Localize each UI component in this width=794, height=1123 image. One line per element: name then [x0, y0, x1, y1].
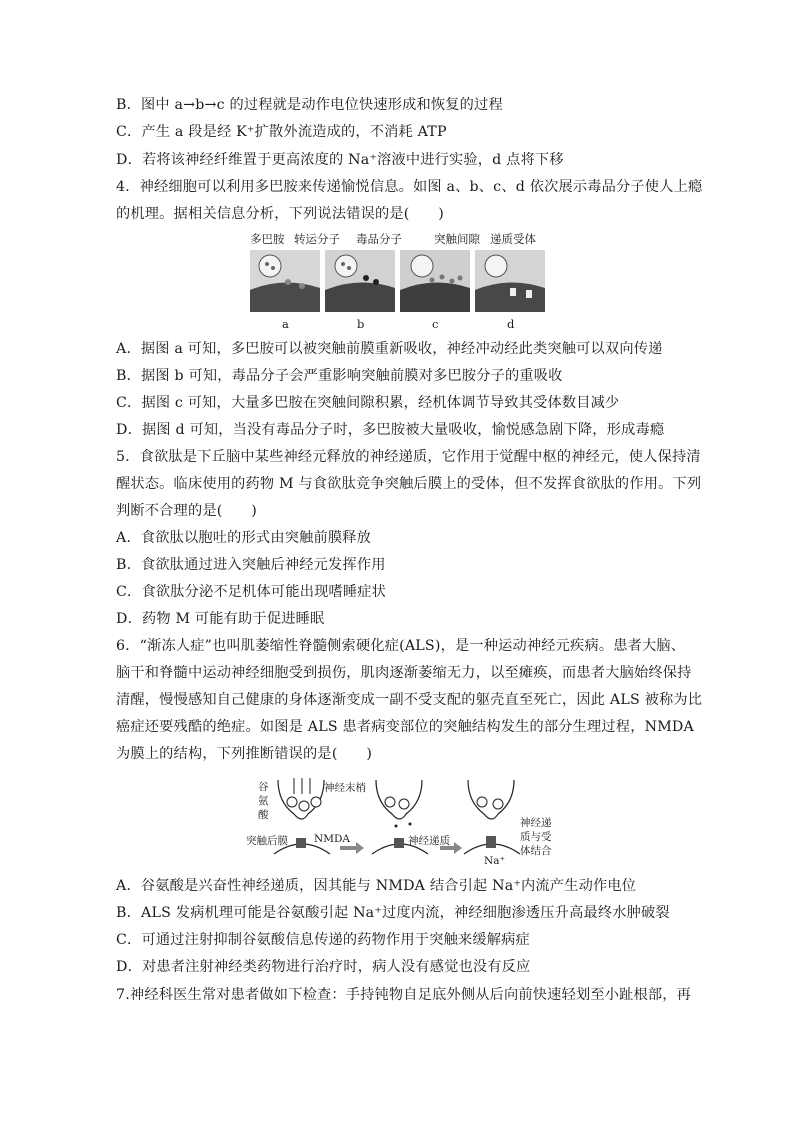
question-6-stem-cont2: 清醒，慢慢感知自己健康的身体逐渐变成一副不受支配的躯壳直至死亡，因此 ALS 被称为比: [116, 692, 703, 708]
label-binding-1: 神经递: [520, 817, 552, 829]
label-nerve-ending: 神经末梢: [324, 782, 366, 794]
question-6-stem-cont1: 脑干和脊髓中运动神经细胞受到损伤，肌肉逐渐萎缩无力，以至瘫痪，而患者大脑始终保持: [116, 665, 692, 681]
option-5d: D．药物 M 可能有助于促进睡眠: [116, 611, 325, 627]
label-na: Na⁺: [484, 855, 505, 866]
question-5-stem-cont2: 判断不合理的是( ): [116, 503, 257, 519]
option-4c: C．据图 c 可知，大量多巴胺在突触间隙积累，经机体调节导致其受体数目减少: [116, 395, 620, 411]
option-3b: B．图中 a→b→c 的过程就是动作电位快速形成和恢复的过程: [116, 97, 503, 113]
panel-label-b: b: [357, 317, 365, 331]
label-postsynaptic: 突触后膜: [246, 835, 288, 847]
option-6d: D．对患者注射神经类药物进行治疗时，病人没有感觉也没有反应: [116, 959, 531, 975]
panel-label-a: a: [282, 317, 289, 331]
label-binding-2: 质与受: [520, 831, 552, 843]
label-nmda: NMDA: [314, 833, 350, 845]
panel-d: [475, 250, 545, 312]
question-6-stem: 6．“渐冻人症”也叫肌萎缩性脊髓侧索硬化症(ALS)，是一种运动神经元疾病。患者大脑、: [116, 638, 686, 654]
als-synapse-figure: [244, 774, 554, 866]
option-6c: C．可通过注射抑制谷氨酸信息传递的药物作用于突触来缓解病症: [116, 932, 530, 948]
question-6-stem-cont4: 为膜上的结构，下列推断错误的是( ): [116, 746, 373, 762]
dopamine-synapse-figure: [248, 230, 548, 332]
panel-b: [325, 250, 395, 312]
panel-c: [400, 250, 470, 312]
option-4a: A．据图 a 可知，多巴胺可以被突触前膜重新吸收，神经冲动经此类突触可以双向传递: [116, 341, 663, 357]
label-transporter: 转运分子: [294, 232, 340, 246]
panel-label-d: d: [507, 317, 515, 331]
question-7-stem: 7.神经科医生常对患者做如下检查：手持钝物自足底外侧从后向前快速轻划至小趾根部，再: [116, 987, 692, 1003]
option-5a: A．食欲肽以胞吐的形式由突触前膜释放: [116, 530, 372, 546]
option-6b: B．ALS 发病机理可能是谷氨酸引起 Na⁺过度内流，神经细胞渗透压升高最终水肿破裂: [116, 905, 670, 921]
label-drug-molecule: 毒品分子: [356, 232, 402, 246]
label-glu-1: 谷: [258, 781, 269, 793]
label-binding-3: 体结合: [520, 845, 552, 857]
question-5-stem-cont1: 醒状态。临床使用的药物 M 与食欲肽竞争突触后膜上的受体，但不发挥食欲肽的作用。下列: [116, 476, 702, 492]
option-5c: C．食欲肽分泌不足机体可能出现嗜睡症状: [116, 584, 387, 600]
option-5b: B．食欲肽通过进入突触后神经元发挥作用: [116, 557, 386, 573]
question-5-stem: 5．食欲肽是下丘脑中某些神经元释放的神经递质，它作用于觉醒中枢的神经元，使人保持清: [116, 449, 701, 465]
question-6-stem-cont3: 癌症还要残酷的绝症。如图是 ALS 患者病变部位的突触结构发生的部分生理过程，NMDA: [116, 719, 694, 735]
panel-a: [250, 250, 320, 312]
option-6a: A．谷氨酸是兴奋性神经递质，因其能与 NMDA 结合引起 Na⁺内流产生动作电位: [116, 878, 637, 894]
question-4-stem-cont: 的机理。据相关信息分析，下列说法错误的是( ): [116, 206, 444, 222]
option-4d: D．据图 d 可知，当没有毒品分子时，多巴胺被大量吸收，愉悦感急剧下降，形成毒瘾: [116, 422, 665, 438]
label-receptor: 递质受体: [490, 232, 536, 246]
label-transmitter: 神经递质: [408, 835, 450, 847]
panel-label-c: c: [432, 317, 439, 331]
option-3c: C．产生 a 段是经 K⁺扩散外流造成的，不消耗 ATP: [116, 124, 447, 140]
question-4-stem: 4．神经细胞可以利用多巴胺来传递愉悦信息。如图 a、b、c、d 依次展示毒品分子使人上瘾: [116, 179, 703, 195]
label-glu-2: 氨: [258, 795, 269, 807]
label-synaptic-cleft: 突触间隙: [434, 232, 480, 246]
option-4b: B．据图 b 可知，毒品分子会严重影响突触前膜对多巴胺分子的重吸收: [116, 368, 563, 384]
label-dopamine: 多巴胺: [250, 232, 285, 246]
option-3d: D．若将该神经纤维置于更高浓度的 Na⁺溶液中进行实验，d 点将下移: [116, 152, 564, 168]
label-glu-3: 酸: [258, 809, 269, 821]
